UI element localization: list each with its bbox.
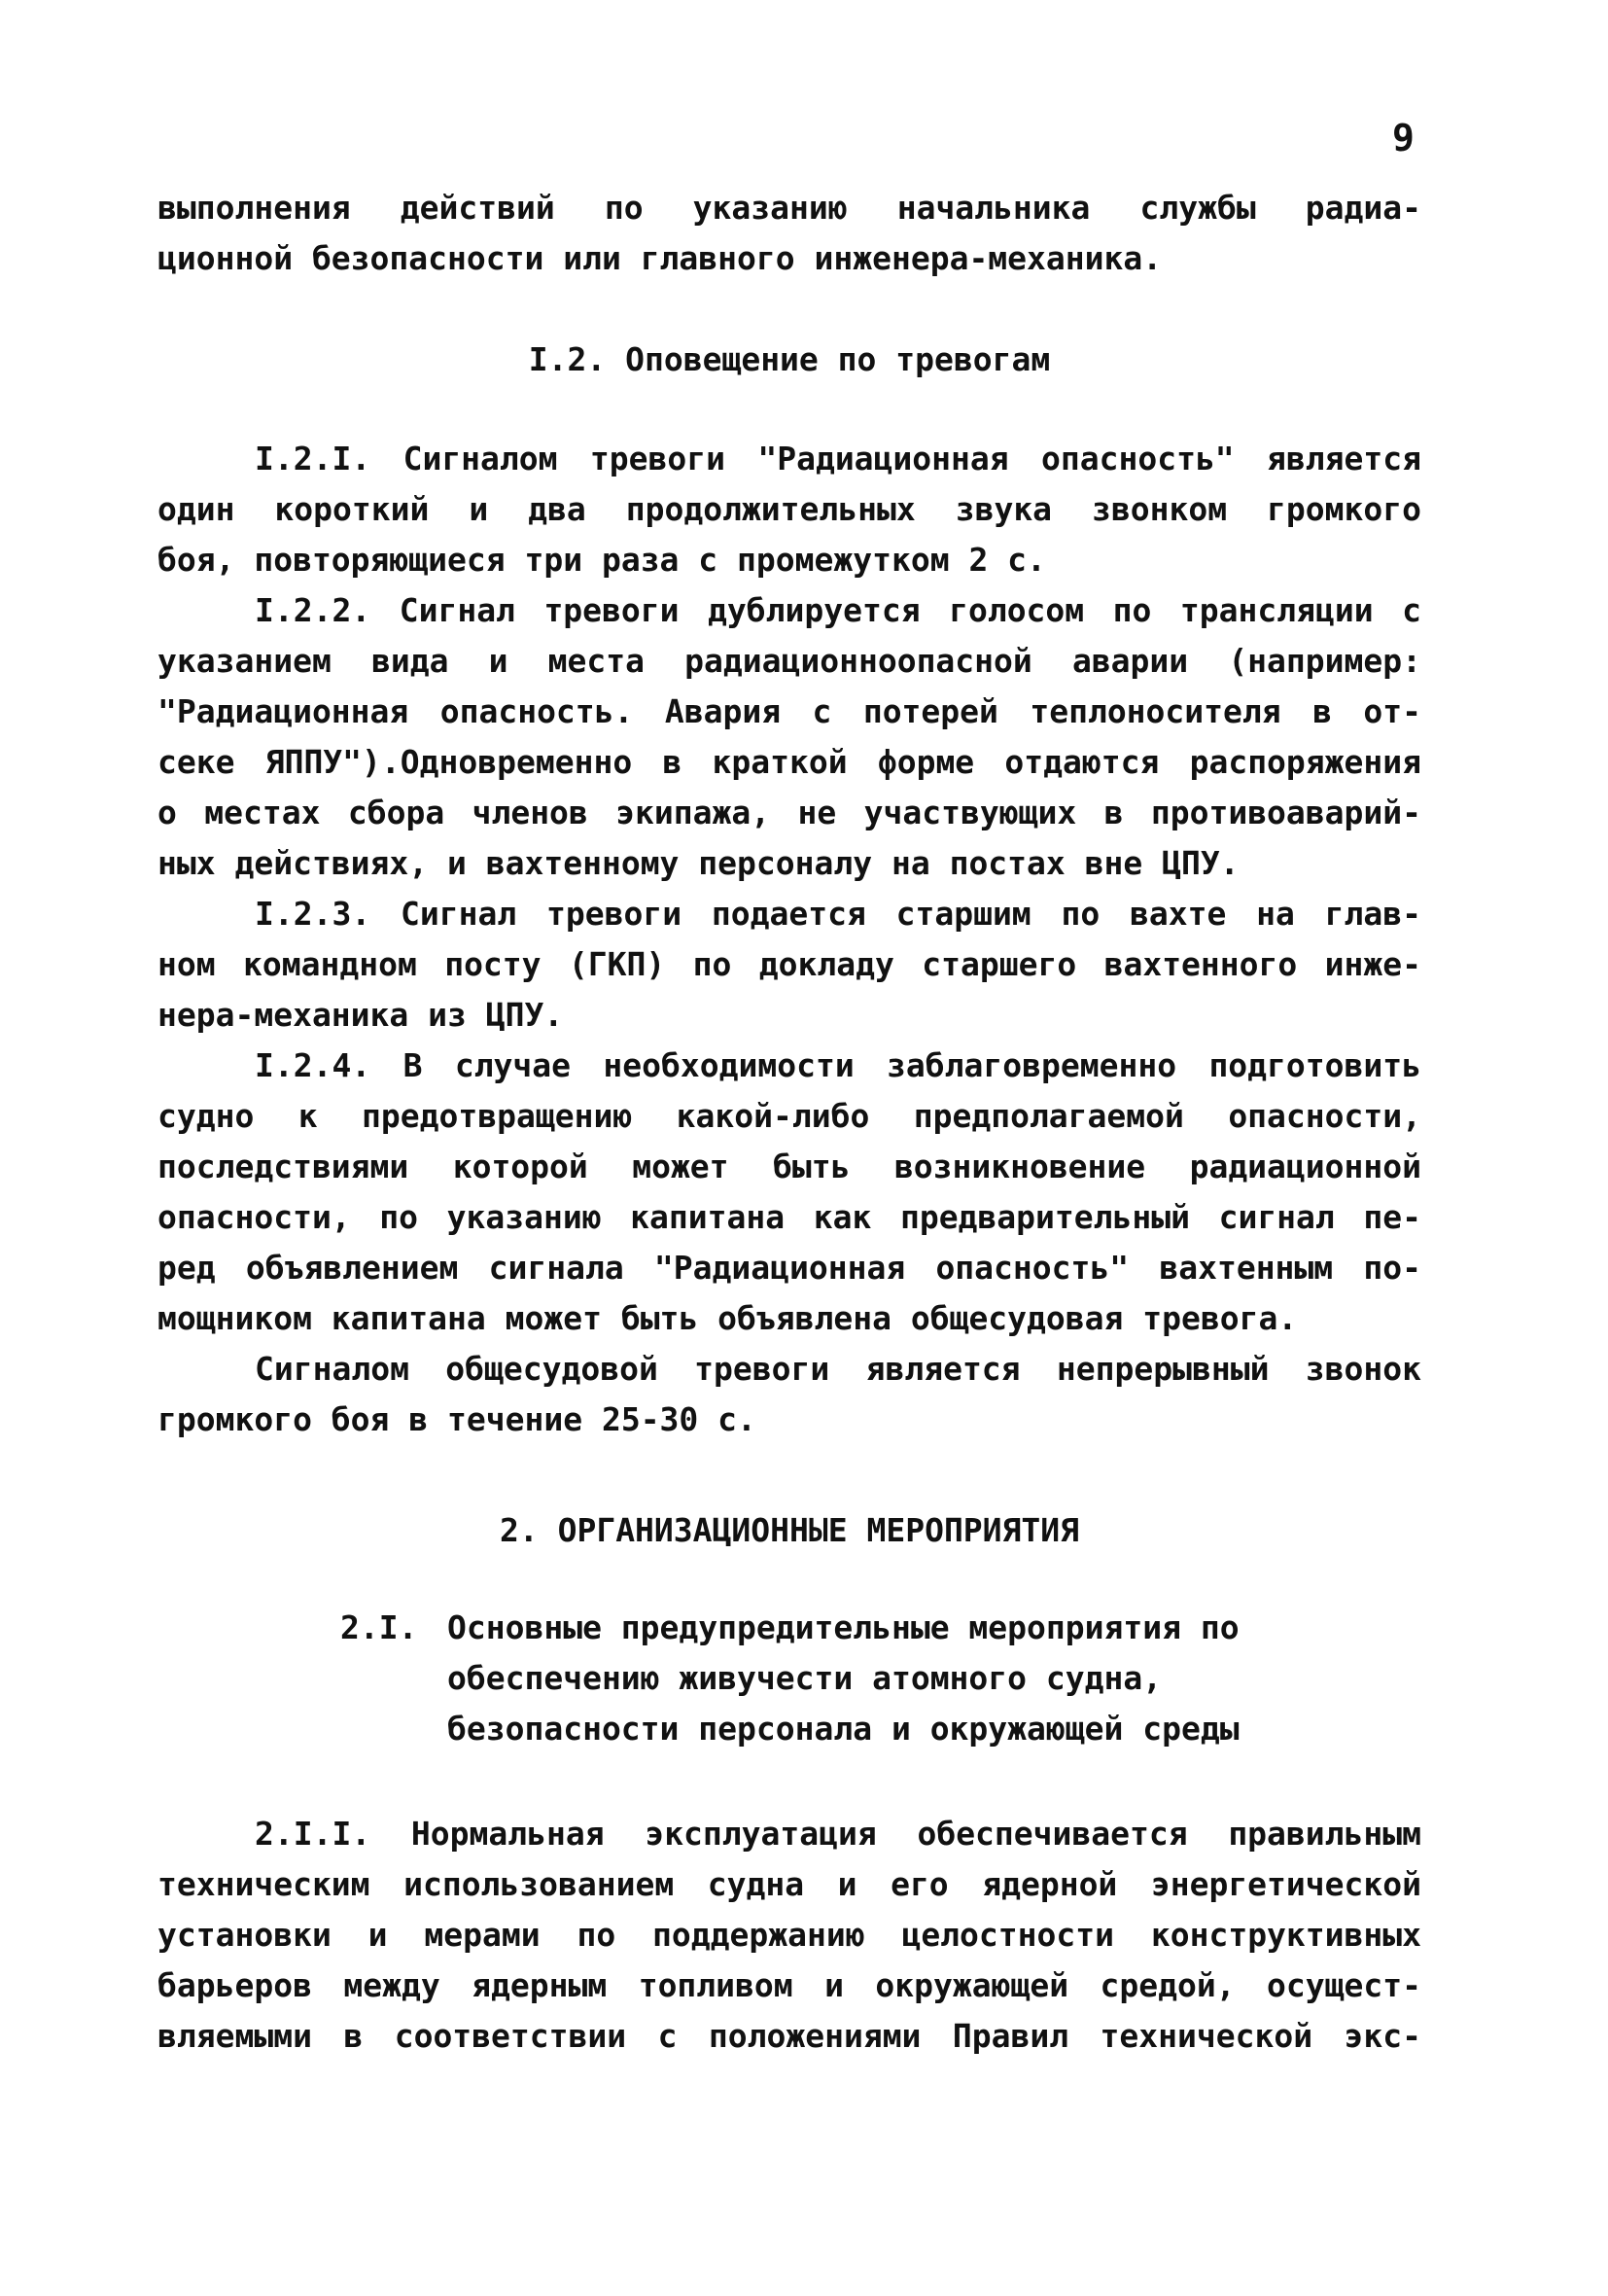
text-line: I.2.3. Сигнал тревоги подается старшим по вахте на глав- bbox=[255, 895, 1421, 933]
subsection-title bbox=[447, 1603, 1240, 1754]
text-line: последствиями которой может быть возникновение радиационной bbox=[157, 1148, 1421, 1185]
text-line: ном командном посту (ГКП) по докладу старшего вахтенного инже- bbox=[157, 945, 1421, 983]
text-line: барьеров между ядерным топливом и окружающей средой, осущест- bbox=[157, 1966, 1421, 2004]
heading-1-2: I.2. Оповещение по тревогам bbox=[528, 340, 1051, 378]
text-line: "Радиационная опасность. Авария с потерей теплоносителя в от- bbox=[157, 692, 1421, 730]
text-line: I.2.4. В случае необходимости заблаговременно подготовить bbox=[255, 1046, 1421, 1084]
text-line: нера-механика из ЦПУ. bbox=[157, 996, 564, 1034]
text-line: опасности, по указанию капитана как предварительный сигнал пе- bbox=[157, 1198, 1421, 1236]
text-line: один короткий и два продолжительных звука звонком громкого bbox=[157, 490, 1421, 528]
text-line: установки и мерами по поддержанию целостности конструктивных bbox=[157, 1916, 1421, 1954]
text-line: ред объявлением сигнала "Радиационная опасность" вахтенным по- bbox=[157, 1249, 1421, 1287]
subsection-2-1-heading bbox=[340, 1603, 1421, 1754]
paragraph-2-1-1 bbox=[157, 1809, 1421, 2062]
paragraph-1-2-3 bbox=[157, 889, 1421, 1041]
text-line: I.2.2. Сигнал тревоги дублируется голосом по трансляции с bbox=[255, 591, 1421, 629]
text-line: ных действиях, и вахтенному персоналу на постах вне ЦПУ. bbox=[157, 844, 1240, 882]
intro-paragraph bbox=[157, 183, 1421, 284]
text-line: I.2.I. Сигналом тревоги "Радиационная опасность" является bbox=[255, 440, 1421, 477]
text-line: техническим использованием судна и его ядерной энергетической bbox=[157, 1865, 1421, 1903]
text-line: указанием вида и места радиационноопасной аварии (например: bbox=[157, 642, 1421, 680]
subsection-title-line: безопасности персонала и окружающей среды bbox=[447, 1710, 1240, 1748]
paragraph-1-2-2 bbox=[157, 585, 1421, 889]
text-line: Сигналом общесудовой тревоги является непрерывный звонок bbox=[255, 1350, 1421, 1388]
text-line: ционной безопасности или главного инженера-механика. bbox=[157, 239, 1163, 277]
subsection-title-line: Основные предупредительные мероприятия по bbox=[447, 1608, 1240, 1646]
text-line: 2.I.I. Нормальная эксплуатация обеспечивается правильным bbox=[255, 1815, 1421, 1853]
text-line: громкого боя в течение 25-30 с. bbox=[157, 1400, 756, 1438]
paragraph-general-alarm bbox=[157, 1344, 1421, 1445]
text-line: выполнения действий по указанию начальника службы радиа- bbox=[157, 189, 1421, 227]
text-line: о местах сбора членов экипажа, не участвующих в противоаварий- bbox=[157, 794, 1421, 831]
text-line: боя, повторяющиеся три раза с промежутком 2 с. bbox=[157, 541, 1046, 579]
text-line: мощником капитана может быть объявлена общесудовая тревога. bbox=[157, 1299, 1298, 1337]
paragraph-1-2-4 bbox=[157, 1041, 1421, 1344]
text-line: вляемыми в соответствии с положениями Правил технической экс- bbox=[157, 2017, 1421, 2055]
document-body bbox=[157, 183, 1421, 2062]
subsection-title-line: обеспечению живучести атомного судна, bbox=[447, 1659, 1163, 1697]
page-number: 9 bbox=[1392, 117, 1415, 159]
text-line: секе ЯППУ").Одновременно в краткой форме отдаются распоряжения bbox=[157, 743, 1421, 781]
text-line: судно к предотвращению какой-либо предполагаемой опасности, bbox=[157, 1097, 1421, 1135]
paragraph-1-2-1 bbox=[157, 434, 1421, 585]
section-2-title: 2. ОРГАНИЗАЦИОННЫЕ МЕРОПРИЯТИЯ bbox=[499, 1511, 1080, 1549]
subsection-number: 2.I. bbox=[340, 1608, 418, 1646]
